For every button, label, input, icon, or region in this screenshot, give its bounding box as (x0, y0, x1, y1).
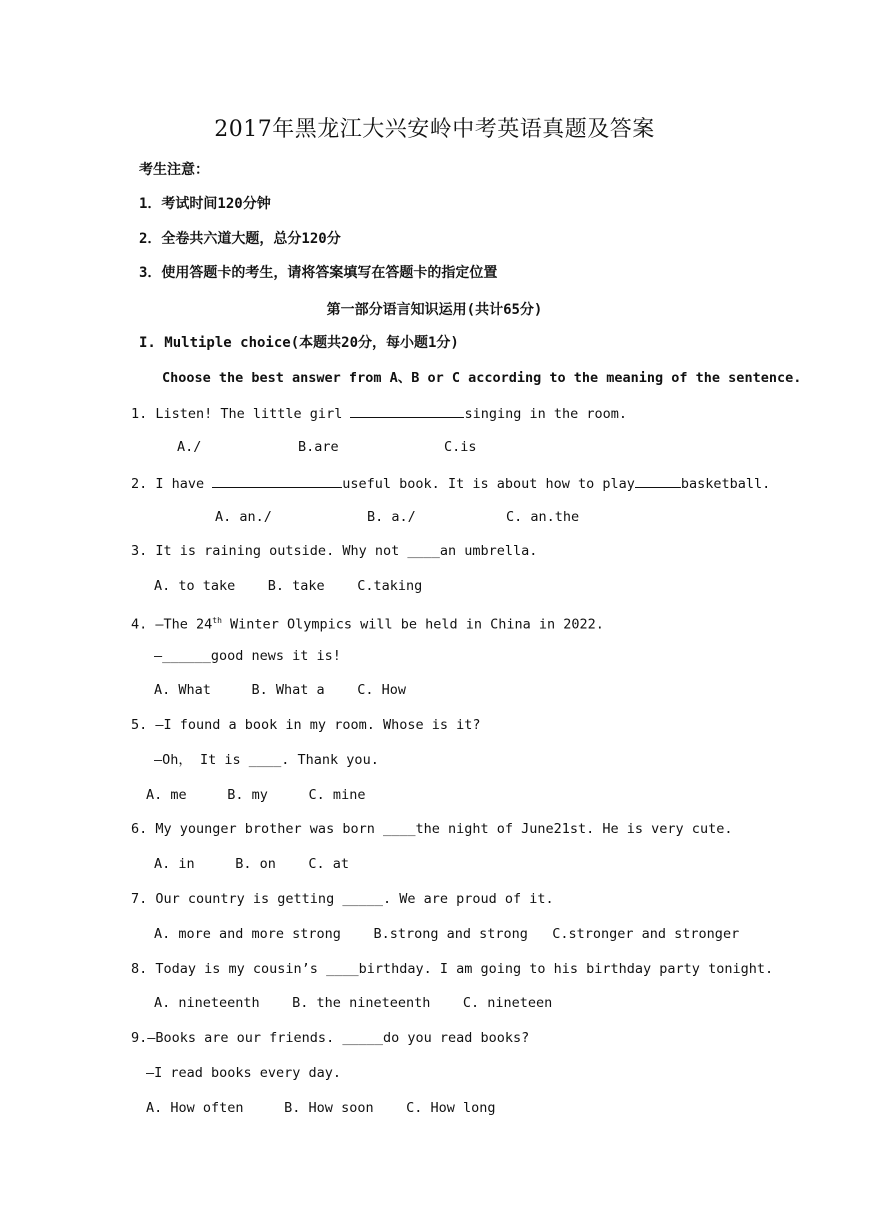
question-1-text-a: 1. Listen! The little girl (131, 406, 351, 422)
question-2-text-c: basketball. (680, 476, 771, 492)
question-5: 5. —I found a book in my room. Whose is it? (131, 717, 481, 733)
question-3: 3. It is raining outside. Why not ____an umbrella. (131, 543, 538, 559)
question-2-text-b: useful book. It is about how to play (342, 476, 635, 492)
answer-blank (635, 473, 681, 488)
question-4-text-b: Winter Olympics will be held in China in 2022. (221, 616, 604, 633)
question-2-option-b: B. a./ (367, 509, 416, 525)
question-5-reply: —Oh， It is ____. Thank you. (154, 752, 379, 768)
question-7-options: A. more and more strong B.strong and strong C.stronger and stronger (154, 926, 740, 942)
question-4-options: A. What B. What a C. How (154, 682, 406, 698)
question-1-option-c: C.is (444, 439, 477, 455)
answer-blank (212, 473, 342, 488)
question-2-text-a: 2. I have (131, 476, 213, 492)
question-6-options: A. in B. on C. at (154, 856, 350, 872)
part1-heading: I. Multiple choice(本题共20分，每小题1分) (139, 335, 459, 351)
question-6: 6. My younger brother was born ____the night of June21st. He is very cute. (131, 821, 733, 837)
question-4-text-a: 4. —The 24 (131, 616, 213, 633)
question-2 (131, 473, 770, 493)
question-9-options: A. How often B. How soon C. How long (146, 1100, 496, 1116)
question-9-reply: —I read books every day. (146, 1065, 342, 1081)
question-1-text-b: singing in the room. (464, 406, 628, 422)
question-8: 8. Today is my cousin’s ____birthday. I am going to his birthday party tonight. (131, 961, 774, 977)
notice-item-3: 3．使用答题卡的考生，请将答案填写在答题卡的指定位置 (139, 265, 498, 281)
notice-item-2: 2．全卷共六道大题，总分120分 (139, 231, 341, 247)
question-2-option-c: C. an.the (506, 509, 580, 525)
question-8-options: A. nineteenth B. the nineteenth C. nineteen (154, 995, 553, 1011)
question-4 (131, 612, 604, 634)
page-title: 2017年黑龙江大兴安岭中考英语真题及答案 (214, 117, 655, 142)
answer-blank (350, 403, 464, 418)
part1-instruction: Choose the best answer from A、B or C according to the meaning of the sentence. (162, 370, 802, 386)
question-1-option-b: B.are (298, 439, 339, 455)
question-9: 9.—Books are our friends. _____do you read books? (131, 1030, 530, 1046)
notice-heading: 考生注意： (139, 162, 209, 178)
question-1-option-a: A./ (177, 439, 202, 455)
notice-item-1: 1．考试时间120分钟 (139, 196, 271, 212)
question-1 (131, 403, 627, 423)
question-5-options: A. me B. my C. mine (146, 787, 366, 803)
section-title: 第一部分语言知识运用(共计65分) (326, 302, 543, 318)
question-4-superscript: th (212, 616, 222, 625)
question-3-options: A. to take B. take C.taking (154, 578, 423, 594)
question-2-option-a: A. an./ (215, 509, 272, 525)
question-7: 7. Our country is getting _____. We are proud of it. (131, 891, 554, 907)
question-4-reply: —______good news it is! (154, 648, 341, 664)
